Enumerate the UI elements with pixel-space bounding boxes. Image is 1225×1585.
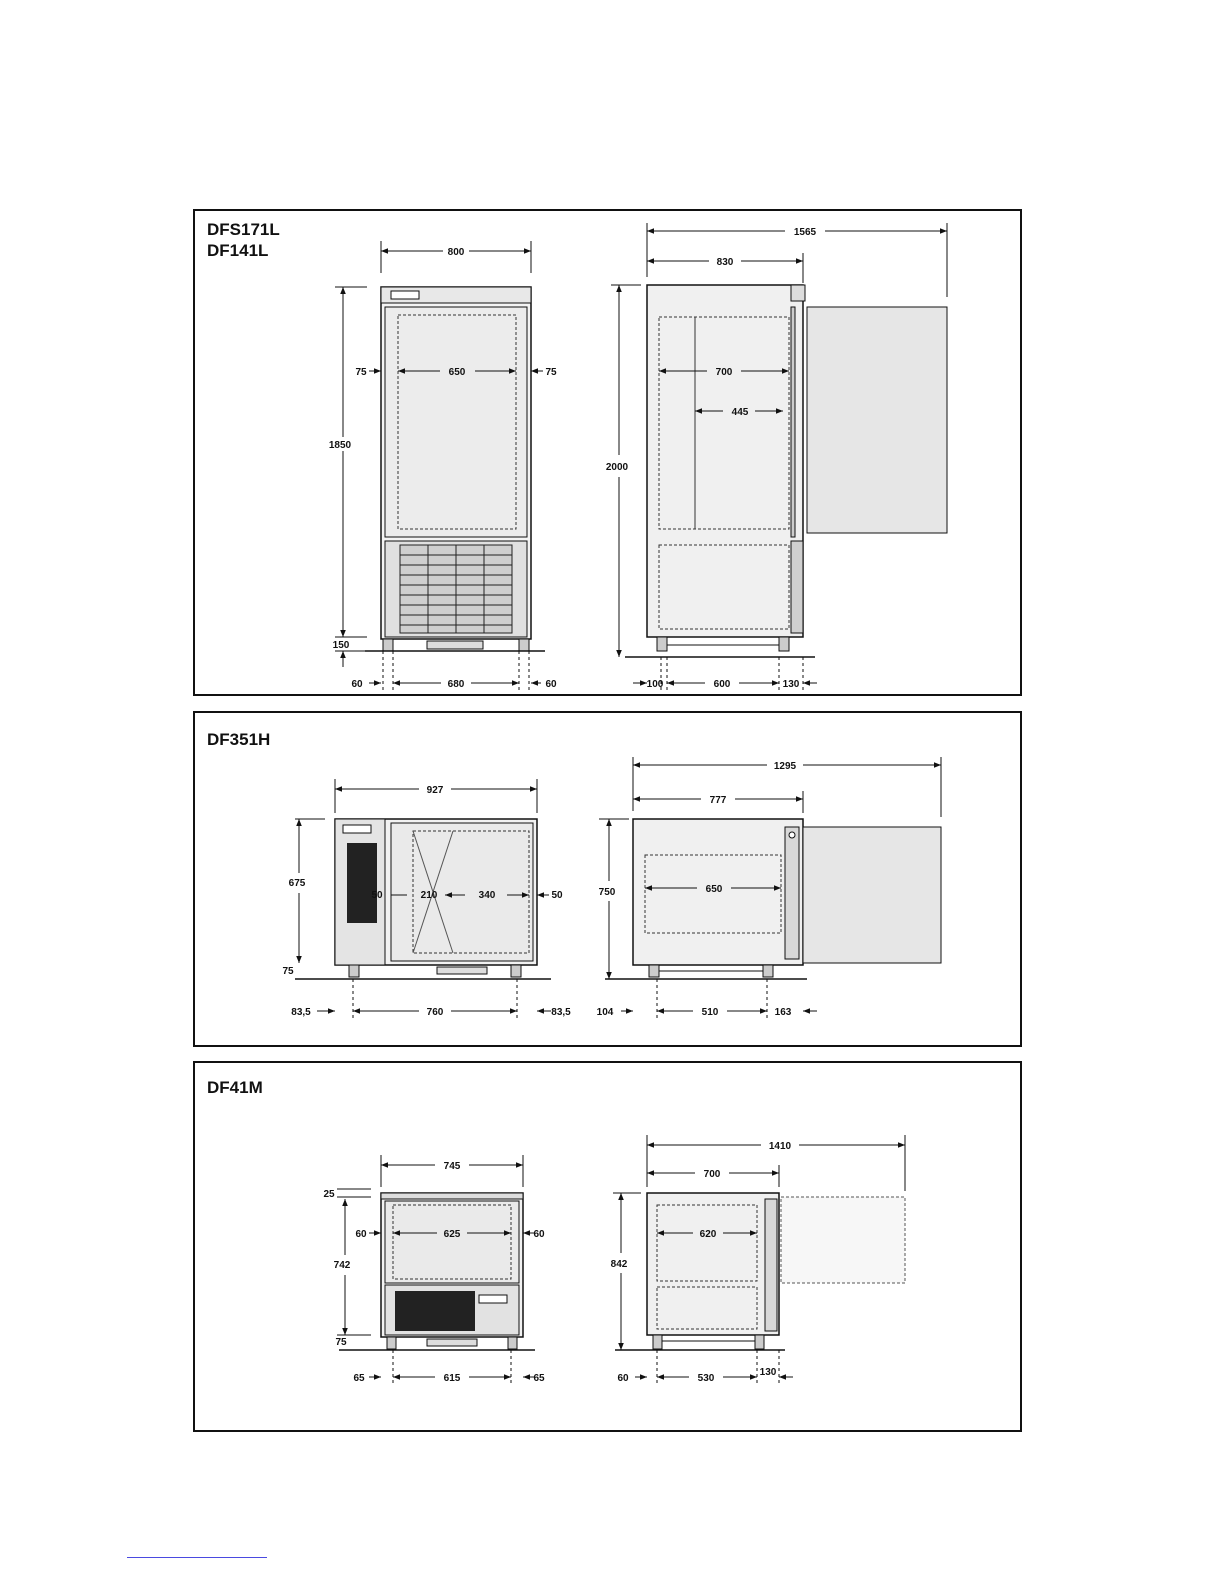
- dim-front-width: 800: [447, 247, 465, 258]
- panel-dfs171l: [193, 209, 1022, 696]
- dim-side-inner-depth: 700: [715, 367, 733, 378]
- front-view: [323, 1155, 545, 1384]
- dim-front-base: 75: [335, 1337, 347, 1348]
- dim-front-base: 75: [282, 966, 294, 977]
- dim-front-foot-span: 680: [447, 679, 465, 690]
- front-view: [282, 779, 571, 1019]
- dim-front-side-left: 60: [355, 1229, 367, 1240]
- dim-side-foot-rear: 130: [759, 1367, 777, 1378]
- drawing-df41m: [195, 1063, 1024, 1434]
- dim-side-height: 750: [598, 887, 616, 898]
- dim-side-foot-front: 100: [646, 679, 664, 690]
- dim-front-margin-4: 50: [551, 890, 563, 901]
- dim-front-height: 1850: [328, 440, 352, 451]
- model-name-1: DFS171L: [207, 220, 280, 239]
- dim-front-inner-width: 625: [443, 1229, 461, 1240]
- dim-side-shelf-depth: 445: [731, 407, 749, 418]
- model-name-1: DF41M: [207, 1078, 263, 1097]
- dim-front-width: 745: [443, 1161, 461, 1172]
- dim-front-side-right: 75: [545, 367, 557, 378]
- dim-front-margin-2: 210: [420, 890, 438, 901]
- vent-grille-icon: [400, 545, 512, 633]
- dim-side-inner-depth: 620: [699, 1229, 717, 1240]
- dim-side-height: 842: [610, 1259, 628, 1270]
- dim-side-foot-span: 510: [701, 1007, 719, 1018]
- model-name-1: DF351H: [207, 730, 271, 749]
- dim-side-foot-rear: 163: [774, 1007, 792, 1018]
- dim-side-foot-front: 104: [596, 1007, 614, 1018]
- dim-front-foot-left: 60: [351, 679, 363, 690]
- dim-side-open-depth: 1410: [768, 1141, 792, 1152]
- dim-front-foot-right: 83,5: [551, 1007, 571, 1018]
- side-view: [597, 757, 941, 1019]
- dim-front-foot-right: 60: [545, 679, 557, 690]
- dim-front-side-right: 60: [533, 1229, 545, 1240]
- dim-side-height: 2000: [605, 462, 629, 473]
- dim-side-depth: 777: [709, 795, 727, 806]
- control-panel-icon: [479, 1295, 507, 1303]
- control-panel-icon: [391, 291, 419, 299]
- dim-front-margin-1: 50: [371, 890, 383, 901]
- side-view: [611, 1135, 905, 1384]
- dim-front-side-left: 75: [355, 367, 367, 378]
- vent-grille-icon: [347, 843, 377, 923]
- dim-side-foot-span: 600: [713, 679, 731, 690]
- dim-front-foot-span: 760: [426, 1007, 444, 1018]
- front-view: [329, 241, 557, 691]
- dim-front-margin-3: 340: [478, 890, 496, 901]
- dim-front-height: 675: [288, 878, 306, 889]
- model-name-2: DF141L: [207, 241, 269, 260]
- drawing-dfs171l: [195, 211, 1024, 698]
- dim-side-depth: 700: [703, 1169, 721, 1180]
- dim-front-width: 927: [426, 785, 444, 796]
- dim-front-foot-left: 83,5: [291, 1007, 311, 1018]
- dim-front-height: 742: [333, 1260, 351, 1271]
- dim-side-open-depth: 1295: [773, 761, 797, 772]
- dim-front-foot-right: 65: [533, 1373, 545, 1384]
- dim-front-top: 25: [323, 1189, 335, 1200]
- dim-side-inner-depth: 650: [705, 884, 723, 895]
- panel-df41m: [193, 1061, 1022, 1432]
- panel-df351h: [193, 711, 1022, 1047]
- dim-side-foot-span: 530: [697, 1373, 715, 1384]
- dim-side-foot-front: 60: [617, 1373, 629, 1384]
- footer-link-line: [127, 1557, 267, 1558]
- vent-grille-icon: [395, 1291, 475, 1331]
- dim-side-foot-rear: 130: [782, 679, 800, 690]
- control-panel-icon: [343, 825, 371, 833]
- dim-side-depth: 830: [716, 257, 734, 268]
- dim-front-base: 150: [332, 640, 350, 651]
- dim-front-inner-width: 650: [448, 367, 466, 378]
- drawing-df351h: [195, 713, 1024, 1049]
- dim-front-foot-left: 65: [353, 1373, 365, 1384]
- dim-front-foot-span: 615: [443, 1373, 461, 1384]
- dim-side-open-depth: 1565: [793, 227, 817, 238]
- side-view: [606, 223, 947, 691]
